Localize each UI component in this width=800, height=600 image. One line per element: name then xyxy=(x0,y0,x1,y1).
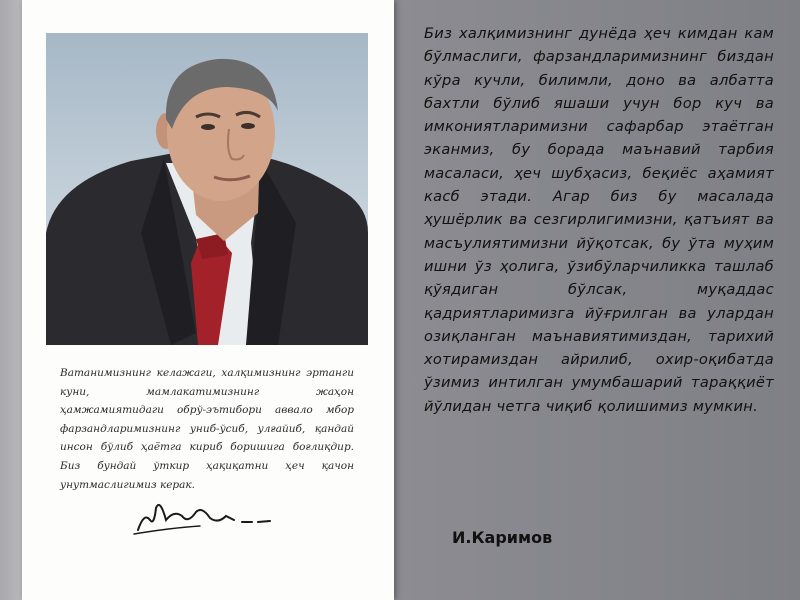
quote-author: И.Каримов xyxy=(452,528,553,547)
quote-text: Биз халқимизнинг дунёда ҳеч кимдан кам бўлмаслиги, фарзандларимизнинг биздан кўра кучли, билимли, доно ва албатта бахтли бўлиб яшаши учун бор куч ва имкониятларимизни сафарбар этаётган эканмиз, бу борада маънавий тарбия масаласи, ҳеч шубҳасиз, беқиёс аҳамият касб этади. Агар биз бу масалада ҳушёрлик ва сезгирлигимизни, қатъият ва масъулиятимизни йўқотсак, бу ўта муҳим ишни ўз ҳолига, ўзибўларчиликка ташлаб қўядиган бўлсак, муқаддас қадриятларимизга йўғрилган ва улардан озиқланган маънавиятимиздан, тарихий хотирамиздан айрилиб, охир-оқибатда ўзимиз интилган умумбашарий тараққиёт йўлидан четга чиқиб қолишимиз мумкин. xyxy=(424,25,774,415)
right-eye xyxy=(241,123,255,129)
signature xyxy=(130,490,290,540)
page-caption: Ватанимизнинг келажаги, халқимизнинг эртанги куни, мамлакатимизнинг жаҳон ҳамжамиятидаги обрў-эътибори аввало мбор фарзандларимизнинг униб-ўсиб, улғайиб, қандай инсон бўлиб ҳаётга кириб боришига боғлиқдир. Биз бундай ўткир ҳақиқатни ҳеч қачон унутмаслигимиз керак. xyxy=(60,367,354,491)
left-margin xyxy=(0,0,22,600)
portrait-photo xyxy=(46,33,368,345)
left-eye xyxy=(201,124,215,130)
portrait-illustration xyxy=(46,33,368,345)
